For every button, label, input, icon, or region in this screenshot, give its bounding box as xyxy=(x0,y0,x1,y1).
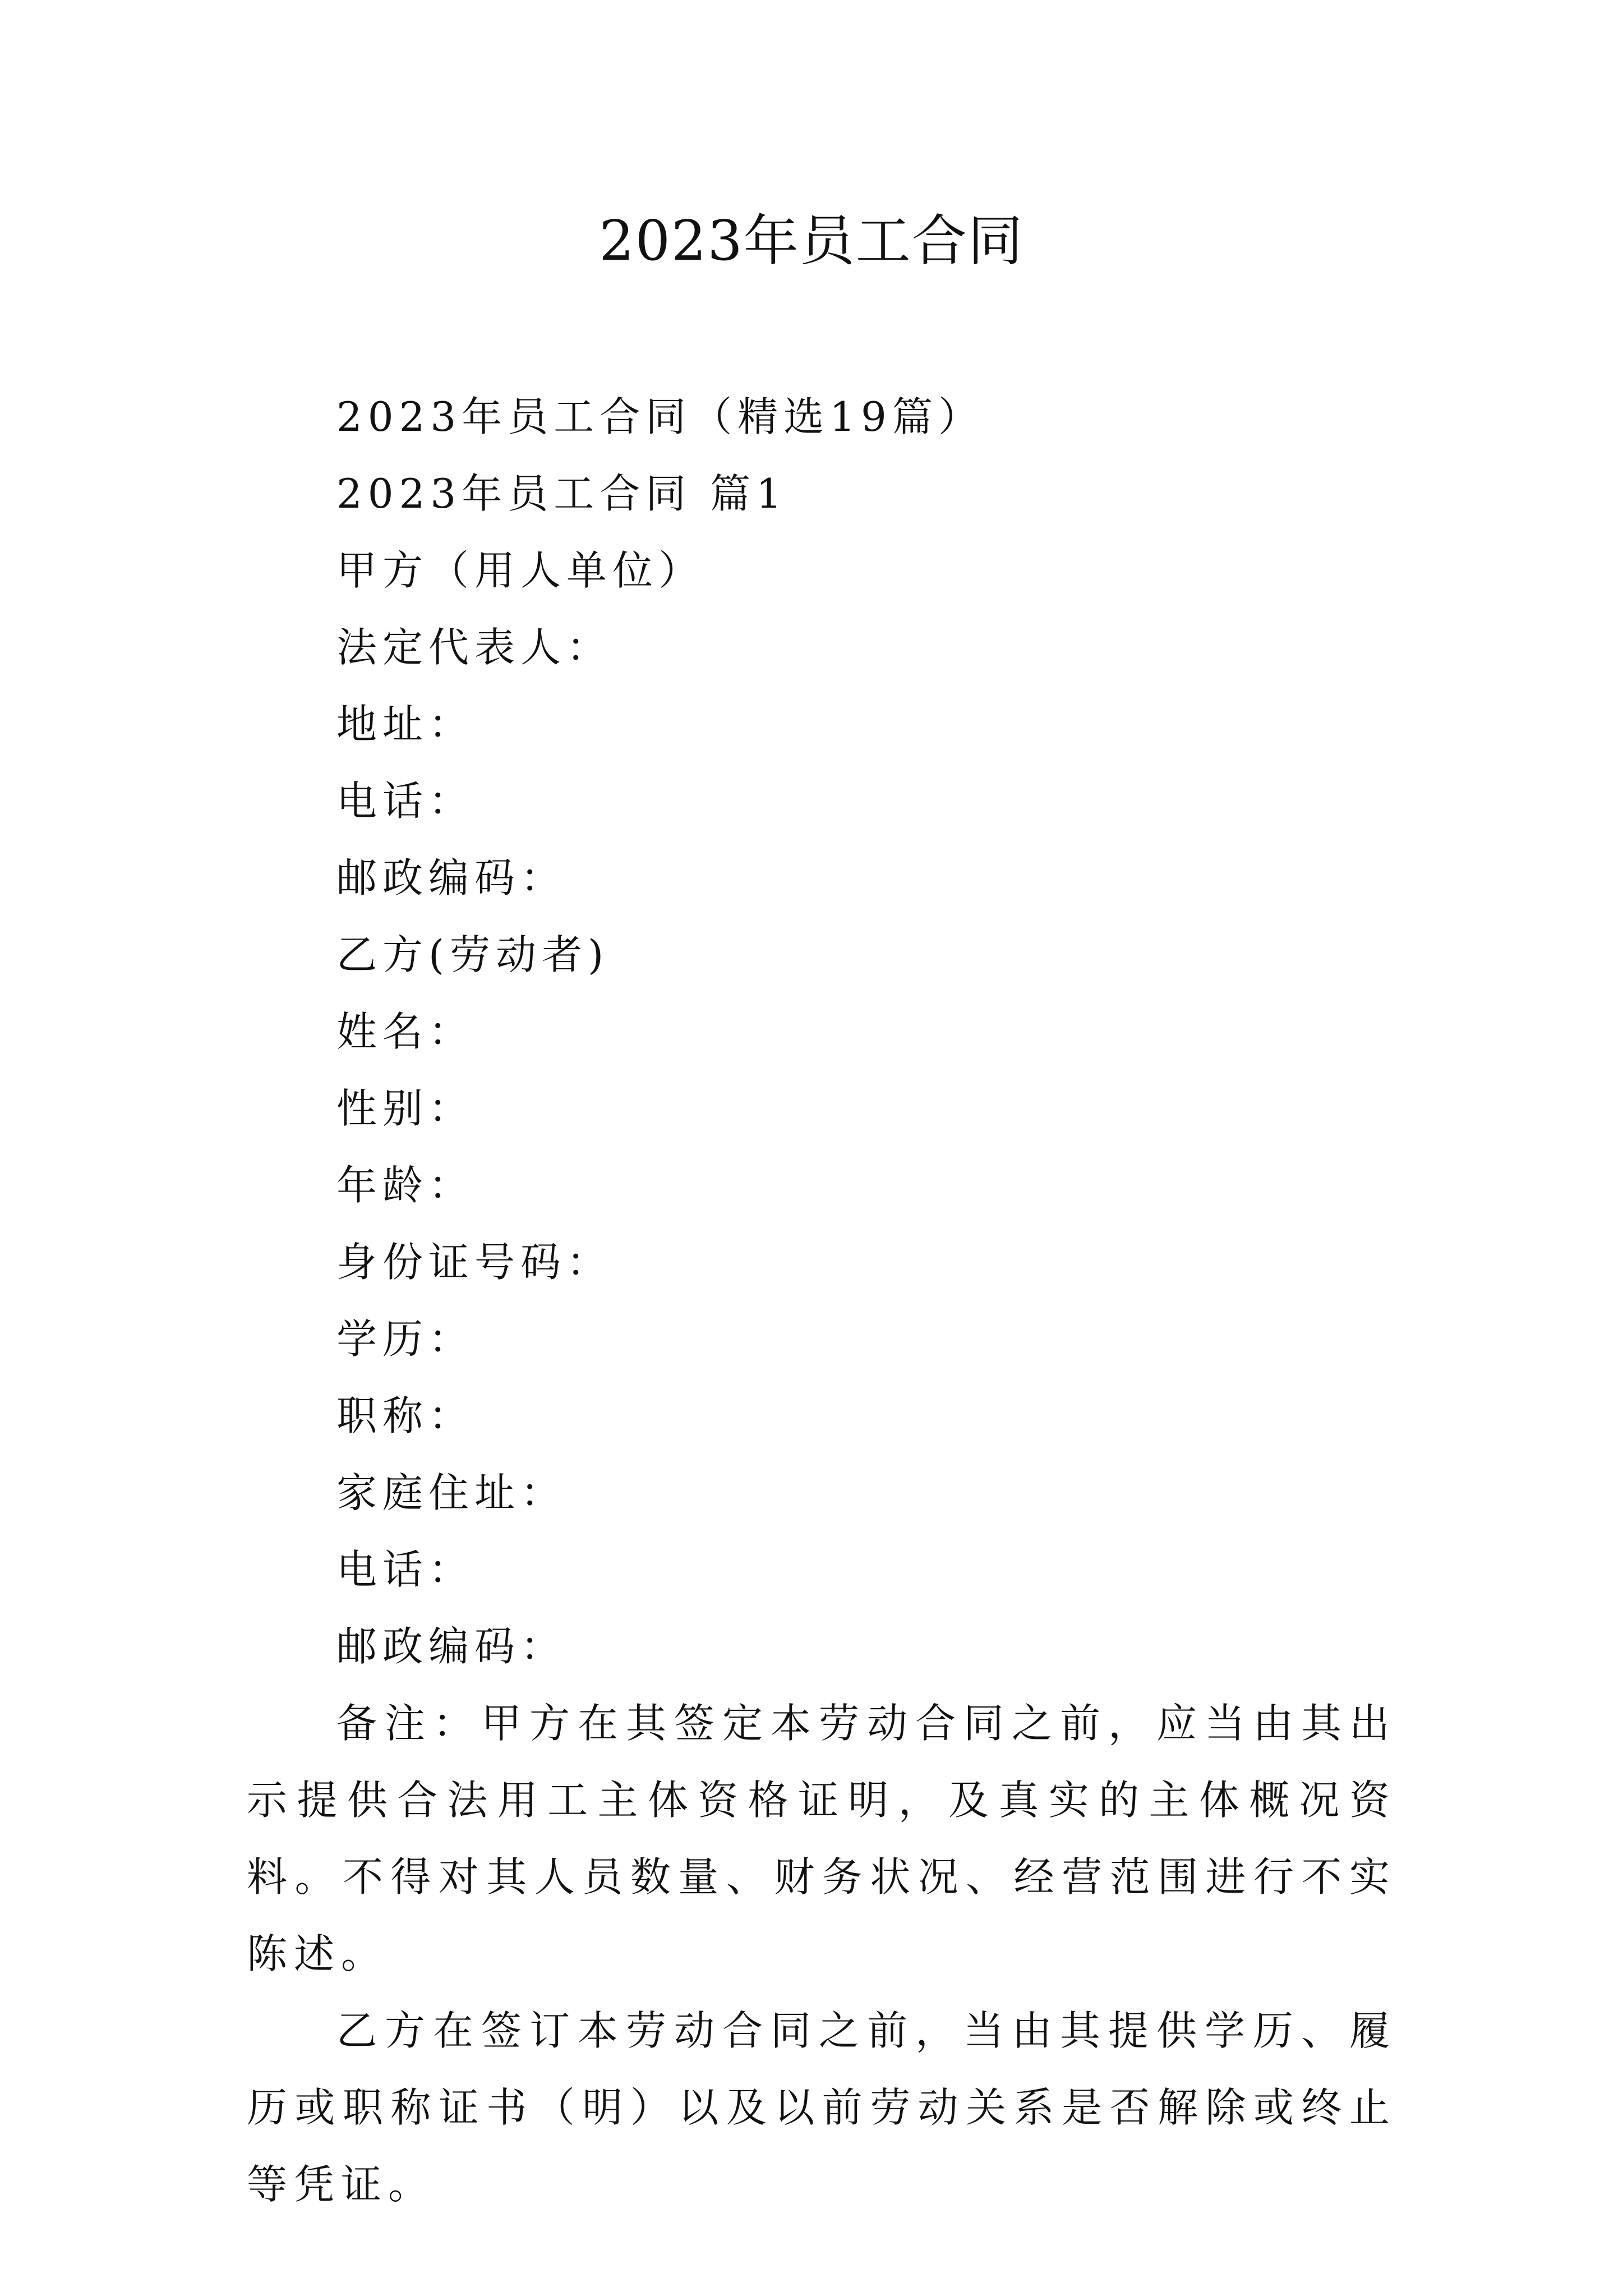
home-address-field: 家庭住址： xyxy=(336,1469,567,1516)
party-a-phone-field: 电话： xyxy=(336,777,475,825)
age-field: 年龄： xyxy=(336,1162,475,1209)
education-field: 学历： xyxy=(336,1315,475,1363)
party-a-postcode-field: 邮政编码： xyxy=(336,854,567,901)
document-title: 2023年员工合同 xyxy=(599,209,1024,273)
legal-representative-field: 法定代表人： xyxy=(336,624,613,671)
document-body xyxy=(247,379,1396,2223)
contract-heading-line: 2023年员工合同（精选19篇） xyxy=(336,393,984,440)
gender-field: 性别： xyxy=(336,1085,475,1132)
party-a-address-field: 地址： xyxy=(336,701,475,748)
professional-title-field: 职称： xyxy=(336,1392,475,1439)
name-field: 姓名： xyxy=(336,1008,475,1055)
party-b-phone-field: 电话： xyxy=(336,1546,475,1593)
party-b-postcode-field: 邮政编码： xyxy=(336,1623,567,1670)
remark-paragraph: 备注：甲方在其签定本劳动合同之前，应当由其出示提供合法用工主体资格证明，及真实的主体概况资料。不得对其人员数量、财务状况、经营范围进行不实陈述。 xyxy=(247,1700,1396,1977)
party-b-obligation-paragraph: 乙方在签订本劳动合同之前，当由其提供学历、履历或职称证书（明）以及以前劳动关系是否解除或终止等凭证。 xyxy=(247,2007,1396,2208)
party-b-line: 乙方(劳动者) xyxy=(336,931,610,978)
id-number-field: 身份证号码： xyxy=(336,1239,613,1286)
party-a-line: 甲方（用人单位） xyxy=(336,547,705,594)
contract-section-line: 2023年员工合同 篇1 xyxy=(336,470,787,517)
